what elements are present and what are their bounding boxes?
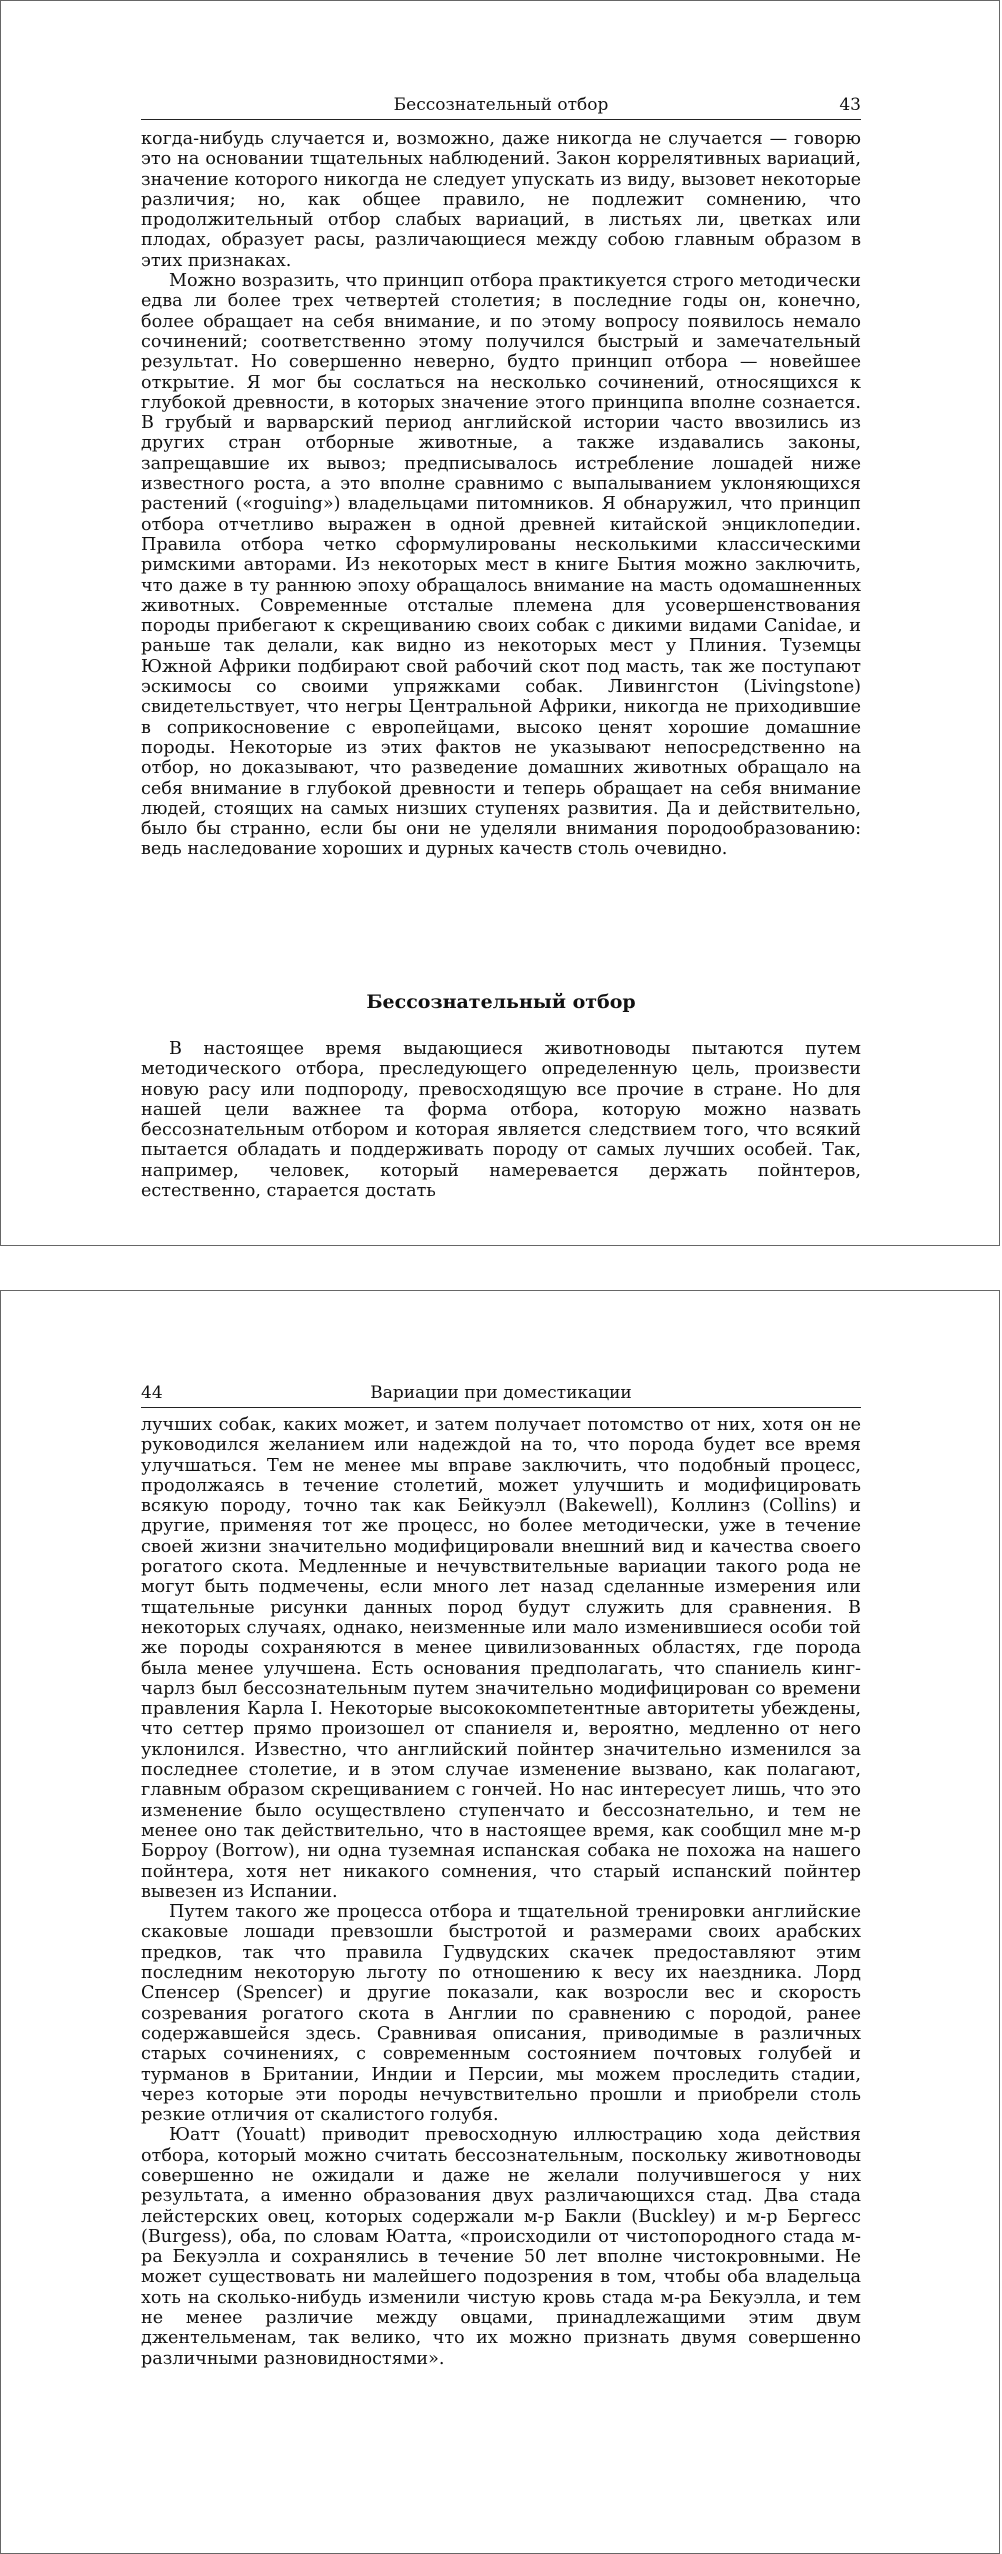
paragraph: В настоящее время выдающиеся животноводы пытаются путем методического отбора, преследующего определенную цель, произвести новую расу или подпороду, превосходящую все прочие в стране. Но для нашей цели важнее та форма отбора, которую можно назвать бессознательным отбором и которая является следствием того, что всякий пытается обладать и поддерживать породу от самых лучших особей. Так, например, человек, который намеревается держать пойнтеров, естественно, старается достать (141, 1039, 861, 1202)
section-heading: Бессознательный отбор (366, 991, 636, 1013)
running-header (141, 1383, 861, 1408)
paragraph: Юатт (Youatt) приводит превосходную иллюстрацию хода действия отбора, который можно считать бессознательным, поскольку животноводы совершенно не ожидали и даже не желали получившегося у них результата, а именно образования двух различающихся стад. Два стада лейстерских овец, которых содержали м-р Бакли (Buckley) и м-р Бергесс (Burgess), оба, по словам Юатта, «происходили от чистопородного стада м-ра Бекуэлла и сохранялись в течение 50 лет вполне чистокровными. Не может существовать ни малейшего подозрения в том, чтобы оба владельца хоть на сколько-нибудь изменили чистую кровь стада м-ра Бекуэлла, и тем не менее различие между овцами, принадлежащими этим двум джентельменам, так велико, что их можно признать двумя совершенно различными разновидностями». (141, 2125, 861, 2369)
running-title: Вариации при доместикации (370, 1383, 632, 1403)
page-number: 44 (141, 1383, 163, 1403)
body-text (141, 1415, 861, 2369)
book-page-43 (0, 0, 1000, 1246)
running-title: Бессознательный отбор (393, 95, 609, 115)
paragraph: Путем такого же процесса отбора и тщательной тренировки английские скаковые лошади превзошли быстротой и размерами своих арабских предков, так что правила Гудвудских скачек предоставляют этим последним некоторую льготу по отношению к весу их наездника. Лорд Спенсер (Spencer) и другие показали, как возросли вес и скорость созревания рогатого скота в Англии по сравнению с породой, ранее содержавшейся здесь. Сравнивая описания, приводимые в различных старых сочинениях, с современным состоянием почтовых голубей и турманов в Британии, Индии и Персии, мы можем проследить стадии, через которые эти породы нечувствительно прошли и приобрели столь резкие отличия от скалистого голубя. (141, 1902, 861, 2126)
paragraph: лучших собак, каких может, и затем получает потомство от них, хотя он не руководился желанием или надеждой на то, что порода будет все время улучшаться. Тем не менее мы вправе заключить, что подобный процесс, продолжаясь в течение столетий, может улучшить и модифицировать всякую породу, точно так как Бейкуэлл (Bakewell), Коллинз (Collins) и другие, применяя тот же процесс, но более методически, уже в течение своей жизни значительно модифицировали внешний вид и качества своего рогатого скота. Медленные и нечувствительные вариации такого рода не могут быть подмечены, если много лет назад сделанные измерения или тщательные рисунки данных пород будут служить для сравнения. В некоторых случаях, однако, неизменные или мало изменившиеся особи той же породы сохраняются в менее цивилизованных областях, где порода была менее улучшена. Есть основания предполагать, что спаниель кинг-чарлз был бессознательным путем значительно модифицирован со времени правления Карла I. Некоторые высококомпетентные авторитеты убеждены, что сеттер прямо произошел от спаниеля и, вероятно, медленно от него уклонился. Известно, что английский пойнтер значительно изменился за последнее столетие, и в этом случае изменение вызвано, как полагают, главным образом скрещиванием с гончей. Но нас интересует лишь, что это изменение было осуществлено ступенчато и бессознательно, и тем не менее оно так действительно, что в настоящее время, как сообщил мне м-р Борроу (Borrow), ни одна туземная испанская собака не похожа на нашего пойнтера, хотя нет никакого сомнения, что старый испанский пойнтер вывезен из Испании. (141, 1415, 861, 1902)
page-number: 43 (839, 95, 861, 115)
book-page-44 (0, 1290, 1000, 2554)
paragraph: Можно возразить, что принцип отбора практикуется строго методически едва ли более трех четвертей столетия; в последние годы он, конечно, более обращает на себя внимание, и по этому вопросу появилось немало сочинений; соответственно этому получился быстрый и замечательный результат. Но совершенно неверно, будто принцип отбора — новейшее открытие. Я мог бы сослаться на несколько сочинений, относящихся к глубокой древности, в которых значение этого принципа вполне сознается. В грубый и варварский период английской истории часто ввозились из других стран отборные животные, а также издавались законы, запрещавшие их вывоз; предписывалось истребление лошадей ниже известного роста, а это вполне сравнимо с выпалыванием уклоняющихся растений («roguing») владельцами питомников. Я обнаружил, что принцип отбора отчетливо выражен в одной древней китайской энциклопедии. Правила отбора четко сформулированы несколькими классическими римскими авторами. Из некоторых мест в книге Бытия можно заключить, что даже в ту раннюю эпоху обращалось внимание на масть одомашненных животных. Современные отсталые племена для усовершенствования породы прибегают к скрещиванию своих собак с дикими видами Canidae, и раньше так делали, как видно из некоторых мест у Плиния. Туземцы Южной Африки подбирают свой рабочий скот под масть, так же поступают эскимосы со своими упряжками собак. Ливингстон (Livingstone) свидетельствует, что негры Центральной Африки, никогда не приходившие в соприкосновение с европейцами, высоко ценят хорошие домашние породы. Некоторые из этих фактов не указывают непосредственно на отбор, но доказывают, что разведение домашних животных обращало на себя внимание в глубокой древности и теперь обращает на себя внимание людей, стоящих на самых низших ступенях развития. Да и действительно, было бы странно, если бы они не уделяли внимания породообразованию: ведь наследование хороших и дурных качеств столь очевидно. (141, 271, 861, 860)
running-header (141, 95, 861, 120)
body-text (141, 129, 861, 860)
paragraph: когда-нибудь случается и, возможно, даже никогда не случается — говорю это на основании тщательных наблюдений. Закон коррелятивных вариаций, значение которого никогда не следует упускать из виду, вызовет некоторые различия; но, как общее правило, не подлежит сомнению, что продолжительный отбор слабых вариаций, в листьях ли, цветках или плодах, образует расы, различающиеся между собою главным образом в этих признаках. (141, 129, 861, 271)
body-text (141, 1039, 861, 1201)
